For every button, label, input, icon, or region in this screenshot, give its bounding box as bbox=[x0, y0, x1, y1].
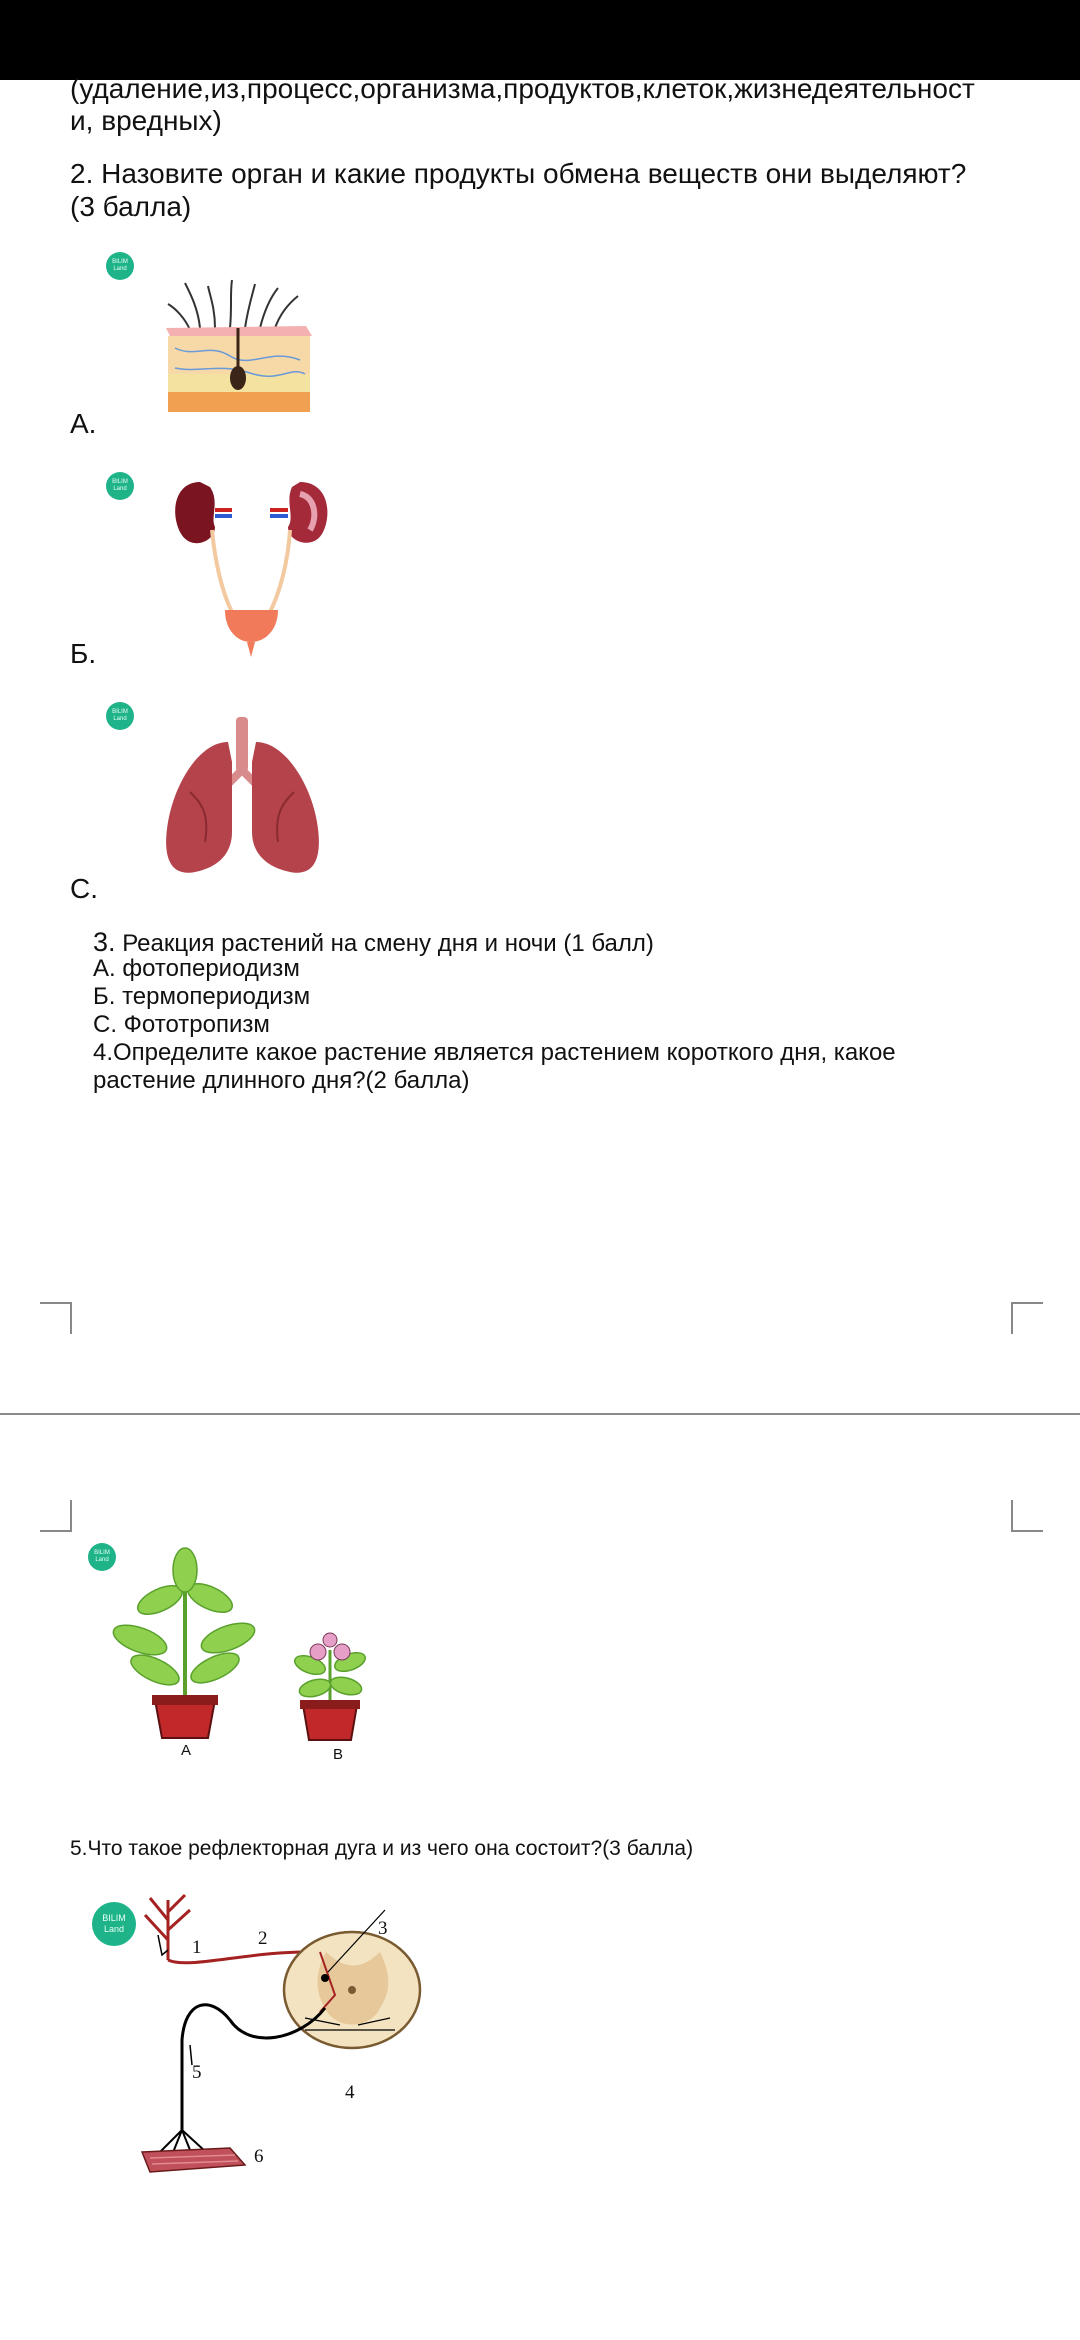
question-4-line-2: растение длинного дня?(2 балла) bbox=[93, 1067, 470, 1094]
question-3-option-a: А. фотопериодизм bbox=[93, 955, 300, 982]
arc-label-5: 5 bbox=[192, 2062, 202, 2083]
question-5: 5.Что такое рефлекторная дуга и из чего она состоит?(3 балла) bbox=[70, 1837, 694, 1860]
plants-image bbox=[110, 1540, 380, 1765]
status-bar bbox=[0, 0, 1080, 80]
prev-question-line-1: (удаление,из,процесс,организма,продуктов,клеток,жизнедеятельност bbox=[70, 73, 975, 104]
arc-label-4: 4 bbox=[345, 2082, 355, 2103]
bilimland-logo: BILIM Land bbox=[92, 1902, 136, 1946]
bilimland-logo: BILIM Land bbox=[88, 1543, 116, 1571]
arc-label-1: 1 bbox=[192, 1937, 202, 1958]
question-3-option-b: Б. термопериодизм bbox=[93, 983, 311, 1010]
lungs-image bbox=[160, 712, 325, 877]
question-3-number: 3. bbox=[93, 927, 116, 957]
arc-label-3: 3 bbox=[378, 1918, 388, 1939]
skin-cross-section-image bbox=[160, 278, 320, 420]
question-2-line-2: (3 балла) bbox=[70, 191, 192, 222]
page-corner-mark bbox=[40, 1500, 72, 1532]
question-2-line-1: 2. Назовите орган и какие продукты обмена веществ они выделяют? bbox=[70, 158, 967, 189]
question-3-option-c: С. Фототропизм bbox=[93, 1011, 270, 1038]
plant-label-b: B bbox=[333, 1746, 344, 1763]
question-4-line-1: 4.Определите какое растение является растением короткого дня, какое bbox=[93, 1039, 896, 1066]
bilimland-logo: BILIM Land bbox=[106, 702, 134, 730]
option-label-c: С. bbox=[70, 873, 98, 904]
question-3-text: Реакция растений на смену дня и ночи (1 балл) bbox=[122, 930, 654, 957]
option-label-b: Б. bbox=[70, 638, 97, 669]
bilimland-logo: BILIM Land bbox=[106, 472, 134, 500]
kidneys-image bbox=[170, 472, 335, 662]
question-3 bbox=[93, 928, 654, 958]
bilimland-logo: BILIM Land bbox=[106, 252, 134, 280]
arc-label-6: 6 bbox=[254, 2146, 264, 2167]
page-corner-mark bbox=[40, 1302, 72, 1334]
option-label-a: А. bbox=[70, 408, 97, 439]
arc-label-2: 2 bbox=[258, 1928, 268, 1949]
prev-question-line-2: и, вредных) bbox=[70, 105, 222, 136]
page-divider bbox=[0, 1413, 1080, 1415]
page-corner-mark bbox=[1011, 1302, 1043, 1334]
plant-label-a: A bbox=[181, 1742, 192, 1759]
page-corner-mark bbox=[1011, 1500, 1043, 1532]
